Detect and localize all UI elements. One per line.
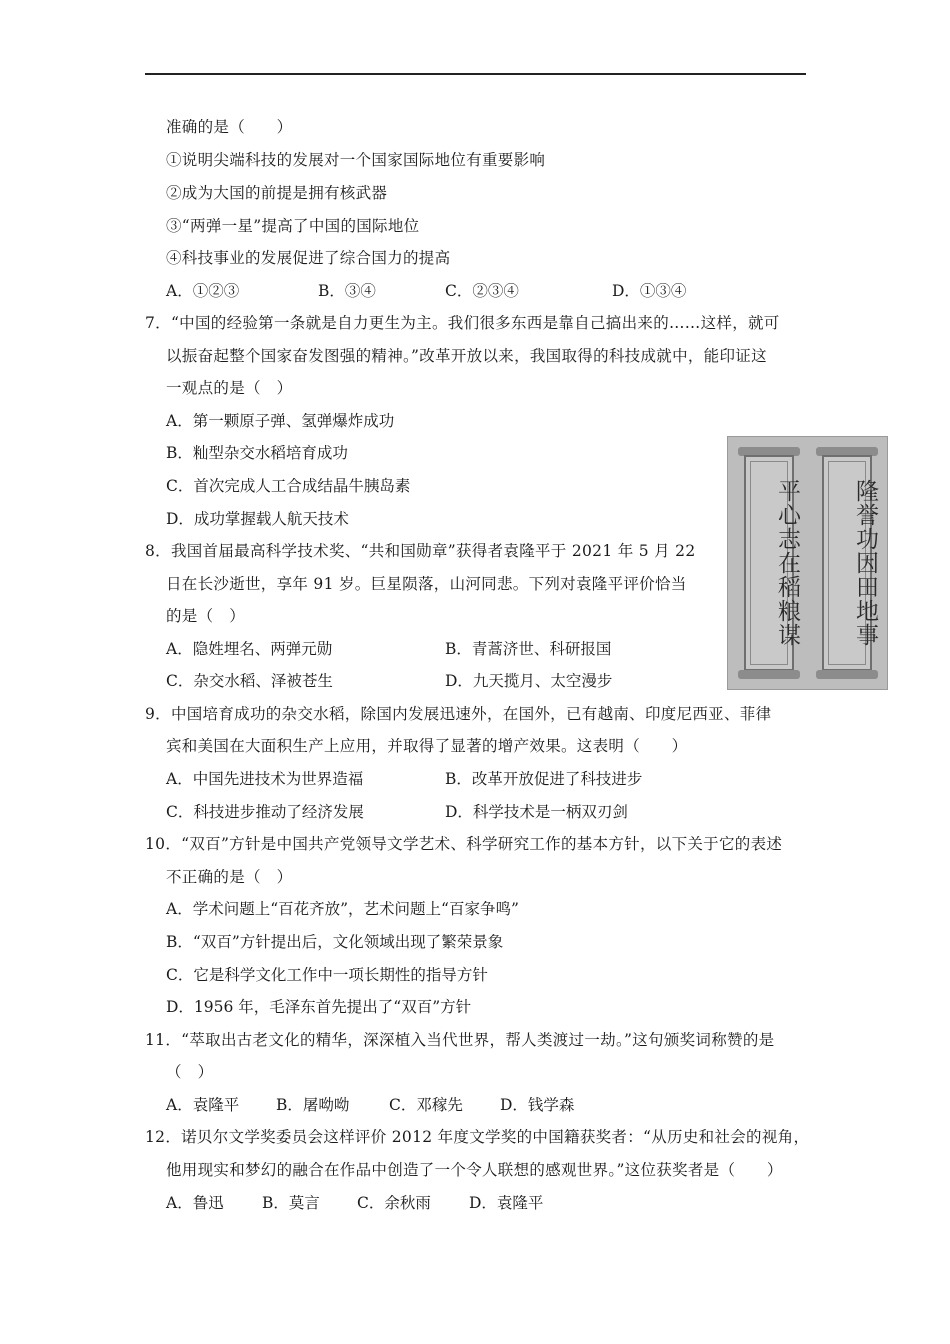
- q7-stem-line-1: 7．“中国的经验第一条就是自力更生为主。我们很多东西是靠自己搞出来的……这样，就可: [145, 314, 780, 332]
- q9-stem-line-1: 9．中国培育成功的杂交水稻，除国内发展迅速外，在国外，已有越南、印度尼西亚、菲律: [145, 705, 772, 723]
- q12-option-b[interactable]: B．莫言: [262, 1194, 320, 1212]
- q9-option-c[interactable]: C．科技进步推动了经济发展: [166, 803, 364, 821]
- q9-option-b[interactable]: B．改革开放促进了科技进步: [445, 770, 643, 788]
- q6-item-3: ③“两弹一星”提高了中国的国际地位: [166, 217, 420, 235]
- q10-option-b[interactable]: B．“双百”方针提出后，文化领域出现了繁荣景象: [166, 933, 504, 951]
- q9-option-a[interactable]: A．中国先进技术为世界造福: [166, 770, 364, 788]
- q9-stem-line-2: 宾和美国在大面积生产上应用，并取得了显著的增产效果。这表明（ ）: [166, 737, 688, 755]
- left-scroll-text: 平心志在稻粮谋: [774, 479, 800, 647]
- left-scroll: [738, 447, 800, 679]
- q12-option-d[interactable]: D．袁隆平: [469, 1194, 544, 1212]
- q6-item-4: ④科技事业的发展促进了综合国力的提高: [166, 249, 451, 267]
- q7-option-c[interactable]: C．首次完成人工合成结晶牛胰岛素: [166, 477, 411, 495]
- q6-option-d[interactable]: D．①③④: [612, 282, 687, 300]
- q8-option-d[interactable]: D．九天揽月、太空漫步: [445, 672, 613, 690]
- q12-stem-line-1: 12．诺贝尔文学奖委员会这样评价 2012 年度文学奖的中国籍获奖者：“从历史和社会的视角，: [145, 1128, 810, 1146]
- q8-stem-line-1: 8．我国首届最高科学技术奖、“共和国勋章”获得者袁隆平于 2021 年 5 月 22: [145, 542, 696, 560]
- q9-option-d[interactable]: D．科学技术是一柄双刃剑: [445, 803, 628, 821]
- q8-stem-line-3: 的是（ ）: [166, 607, 246, 625]
- q6-item-1: ①说明尖端科技的发展对一个国家国际地位有重要影响: [166, 151, 546, 169]
- q10-option-c[interactable]: C．它是科学文化工作中一项长期性的指导方针: [166, 966, 488, 984]
- q12-option-a[interactable]: A．鲁迅: [166, 1194, 224, 1212]
- q10-stem-line-2: 不正确的是（ ）: [166, 868, 293, 886]
- q6-option-c[interactable]: C．②③④: [445, 282, 519, 300]
- q7-stem-line-2: 以振奋起整个国家奋发图强的精神。”改革开放以来，我国取得的科技成就中，能印证这: [166, 347, 767, 365]
- q10-option-a[interactable]: A．学术问题上“百花齐放”，艺术问题上“百家争鸣”: [166, 900, 519, 918]
- q6-option-b[interactable]: B．③④: [318, 282, 376, 300]
- q8-option-c[interactable]: C．杂交水稻、泽被苍生: [166, 672, 333, 690]
- q10-option-d[interactable]: D．1956 年，毛泽东首先提出了“双百”方针: [166, 998, 472, 1016]
- q11-option-d[interactable]: D．钱学森: [500, 1096, 575, 1114]
- q7-option-a[interactable]: A．第一颗原子弹、氢弹爆炸成功: [166, 412, 395, 430]
- q11-stem-line-1: 11．“萃取出古老文化的精华，深深植入当代世界，帮人类渡过一劫。”这句颁奖词称赞的是: [145, 1031, 775, 1049]
- header-rule: [145, 73, 806, 75]
- q7-option-b[interactable]: B．籼型杂交水稻培育成功: [166, 444, 348, 462]
- q8-option-b[interactable]: B．青蒿济世、科研报国: [445, 640, 612, 658]
- q6-stem-tail: 准确的是（ ）: [166, 118, 293, 136]
- q11-option-c[interactable]: C．邓稼先: [389, 1096, 463, 1114]
- q11-option-b[interactable]: B．屠呦呦: [276, 1096, 350, 1114]
- q7-stem-line-3: 一观点的是（ ）: [166, 379, 293, 397]
- q10-stem-line-1: 10．“双百”方针是中国共产党领导文学艺术、科学研究工作的基本方针，以下关于它的表述: [145, 835, 783, 853]
- q6-item-2: ②成为大国的前提是拥有核武器: [166, 184, 388, 202]
- q6-option-a[interactable]: A．①②③: [166, 282, 240, 300]
- right-scroll-text: 隆誉功因田地事: [852, 479, 878, 647]
- couplet-scrolls-image: [727, 436, 888, 690]
- q12-option-c[interactable]: C．余秋雨: [357, 1194, 431, 1212]
- q8-option-a[interactable]: A．隐姓埋名、两弹元勋: [166, 640, 333, 658]
- q11-stem-line-2: （ ）: [166, 1063, 214, 1081]
- q12-stem-line-2: 他用现实和梦幻的融合在作品中创造了一个令人联想的感观世界。”这位获奖者是（ ）: [166, 1161, 783, 1179]
- q7-option-d[interactable]: D．成功掌握载人航天技术: [166, 510, 349, 528]
- q11-option-a[interactable]: A．袁隆平: [166, 1096, 240, 1114]
- q8-stem-line-2: 日在长沙逝世，享年 91 岁。巨星陨落，山河同悲。下列对袁隆平评价恰当: [166, 575, 687, 593]
- right-scroll: [816, 447, 878, 679]
